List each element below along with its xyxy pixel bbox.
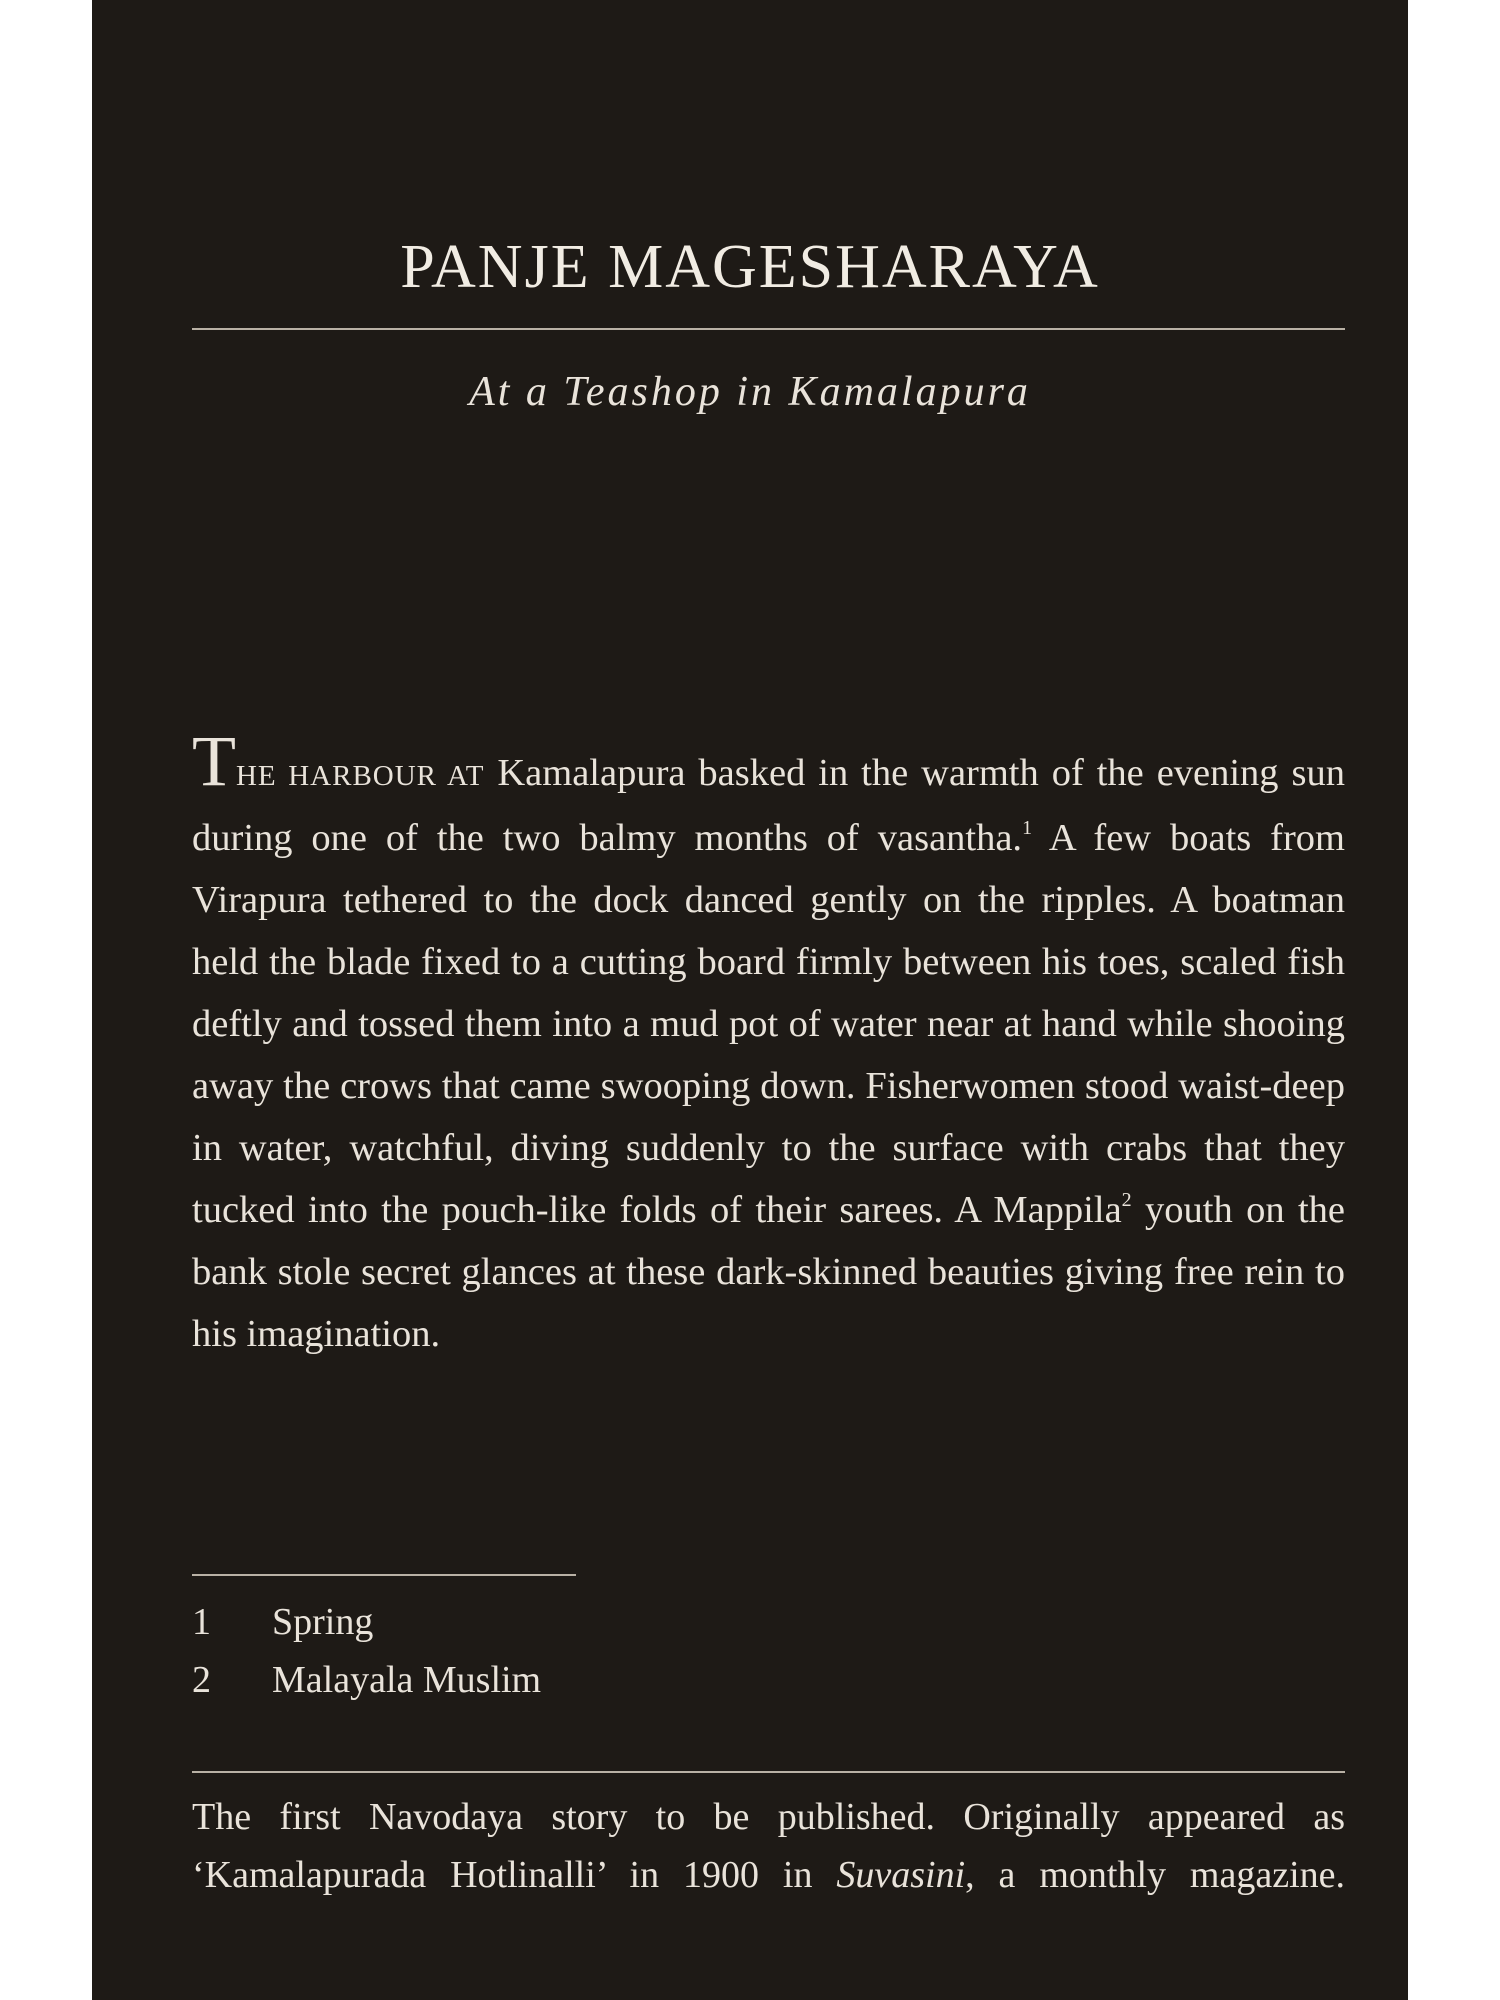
note-line-2-end: , a monthly magazine.	[965, 1854, 1345, 1896]
story-subtitle: At a Teashop in Kamalapura	[469, 369, 1031, 415]
title-divider	[192, 328, 1345, 330]
publication-note	[192, 1788, 1345, 1904]
footnote-marker-2: 2	[1121, 1189, 1132, 1211]
story-title: PANJE MAGESHARAYA	[400, 233, 1100, 301]
paragraph-text-1: Kamalapura basked in the warmth of the evening sun during one of the two balmy months of vasantha.	[192, 752, 1345, 859]
footnote-number: 1	[192, 1601, 211, 1643]
footnote-item	[192, 1651, 541, 1709]
footnote-text: Spring	[272, 1601, 374, 1643]
footnote-item	[192, 1593, 541, 1651]
footnotes	[192, 1593, 541, 1709]
note-line-1: The first Navodaya story to be published. Originally appeared as	[192, 1796, 1345, 1838]
magazine-name: Suvasini	[836, 1854, 966, 1896]
story-paragraph	[192, 721, 1345, 1365]
footnote-text: Malayala Muslim	[272, 1659, 542, 1701]
small-caps-lead: HE HARBOUR AT	[235, 760, 485, 792]
paragraph-text-2: A few boats from Virapura tethered to the dock danced gently on the ripples. A boatman held the blade fixed to a cutting board firmly between his toes, scaled fish deftly and tossed them into a mud pot of water near at hand while shooing away the crows that came swooping down. Fisherwomen stood waist-deep in water, watchful, diving suddenly to the surface with crabs that they tucked into the pouch-like folds of their sarees. A Mappila	[192, 817, 1345, 1231]
paragraph-text-3: youth on the bank stole secret glances at these dark-skinned beauties giving free rein to his imagination.	[192, 1189, 1345, 1355]
note-line-2	[192, 1846, 1345, 1904]
footnote-marker-1: 1	[1022, 817, 1033, 839]
note-divider	[192, 1771, 1345, 1773]
note-line-2-start: ‘Kamalapurada Hotlinalli’ in 1900 in	[192, 1854, 837, 1896]
footnote-divider	[192, 1574, 576, 1576]
footnote-number: 2	[192, 1659, 211, 1701]
book-page	[92, 0, 1408, 2000]
drop-cap: T	[192, 721, 236, 801]
